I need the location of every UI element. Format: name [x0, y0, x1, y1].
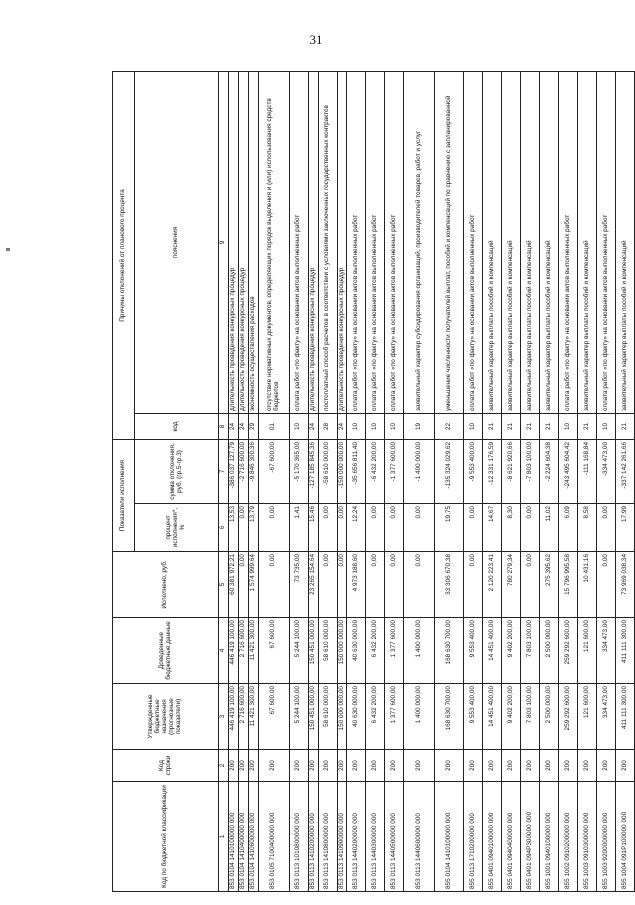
- table-row: [404, 71, 435, 891]
- cell-reason-code: 29: [248, 413, 258, 439]
- table-row: [228, 71, 238, 891]
- cell-executed: 73 735,00: [289, 552, 308, 618]
- table-row: [347, 71, 366, 891]
- table-row: [366, 71, 385, 891]
- cell-approved: 67 600,00: [258, 684, 289, 750]
- column-index: 6: [219, 504, 229, 552]
- cell-allocated: 446 419 100,00: [228, 618, 238, 684]
- cell-percent: 0,00: [385, 504, 404, 552]
- cell-reason-code: 24: [308, 413, 318, 439]
- cell-percent: 0,00: [337, 504, 347, 552]
- cell-classification-code: 855 0401 0940100000 000: [483, 782, 502, 892]
- cell-allocated: 9 553 400,00: [464, 618, 483, 684]
- cell-classification-code: 853 0113 1410900000 000: [337, 782, 347, 892]
- cell-approved: 334 473,00: [597, 684, 616, 750]
- column-index: 9: [219, 71, 229, 413]
- cell-classification-code: 853 0104 1410400000 000: [238, 782, 248, 892]
- cell-percent: 15,46: [308, 504, 318, 552]
- header-reason-code: код: [135, 413, 219, 439]
- cell-classification-code: 855 1003 0910300000 000: [578, 782, 597, 892]
- cell-executed: 0,00: [366, 552, 385, 618]
- header-percent: процент исполнения*, %: [135, 504, 219, 552]
- cell-approved: 2 716 600,00: [238, 684, 248, 750]
- cell-reason-text: оплата работ «по факту» на основании актов выполненных работ: [366, 71, 385, 413]
- cell-classification-code: 855 1003 9200000000 000: [597, 782, 616, 892]
- table-row: [258, 71, 289, 891]
- cell-reason-text: оплата работ «по факту» на основании актов выполненных работ: [559, 71, 578, 413]
- cell-executed: 0,00: [238, 552, 248, 618]
- cell-percent: 13,53: [228, 504, 238, 552]
- cell-line-code: 200: [464, 750, 483, 782]
- table-row: [308, 71, 318, 891]
- cell-approved: 14 451 400,00: [483, 684, 502, 750]
- cell-classification-code: 853 0113 1440500000 000: [385, 782, 404, 892]
- cell-executed: 60 381 972,21: [228, 552, 238, 618]
- cell-executed: 2 120 223,41: [483, 552, 502, 618]
- cell-line-code: 200: [597, 750, 616, 782]
- cell-deviation: -7 803 100,00: [521, 439, 540, 503]
- cell-classification-code: 855 0113 1710200000 000: [464, 782, 483, 892]
- cell-executed: 0,00: [597, 552, 616, 618]
- cell-line-code: 200: [318, 750, 337, 782]
- column-index: 3: [219, 684, 229, 750]
- cell-deviation: -5 170 365,00: [289, 439, 308, 503]
- cell-reason-code: 10: [289, 413, 308, 439]
- cell-allocated: 67 600,00: [258, 618, 289, 684]
- cell-percent: 12,24: [347, 504, 366, 552]
- cell-reason-code: 24: [238, 413, 248, 439]
- table-row: [540, 71, 559, 891]
- cell-classification-code: 853 0104 1410600000 000: [248, 782, 258, 892]
- cell-approved: 446 419 100,00: [228, 684, 238, 750]
- cell-reason-text: экономность осуществления расходов: [248, 71, 258, 413]
- cell-allocated: 121 600,00: [578, 618, 597, 684]
- cell-reason-text: длительность проведения конкурсных процедур: [308, 71, 318, 413]
- column-index: 4: [219, 618, 229, 684]
- table-row: [597, 71, 616, 891]
- cell-reason-text: заявительный характер выплаты пособий и компенсаций: [616, 71, 635, 413]
- header-deviation: сумма отклонения, руб. (гр.5-гр.3): [135, 439, 219, 503]
- column-index: 2: [219, 750, 229, 782]
- cell-classification-code: 853 0113 1410200000 000: [308, 782, 318, 892]
- cell-reason-code: 10: [559, 413, 578, 439]
- table-row: [616, 71, 635, 891]
- cell-percent: 13,79: [248, 504, 258, 552]
- cell-executed: 1 574 999,64: [248, 552, 258, 618]
- cell-reason-code: 21: [616, 413, 635, 439]
- cell-line-code: 200: [347, 750, 366, 782]
- cell-deviation: -2 224 604,38: [540, 439, 559, 503]
- column-index: 7: [219, 439, 229, 503]
- cell-reason-code: 10: [464, 413, 483, 439]
- cell-deviation: -111 168,84: [578, 439, 597, 503]
- cell-approved: 150 000 000,00: [337, 684, 347, 750]
- table-row: [289, 71, 308, 891]
- cell-line-code: 200: [404, 750, 435, 782]
- cell-allocated: 259 292 600,00: [559, 618, 578, 684]
- header-indicators-group: Показатели исполнения: [113, 439, 135, 551]
- cell-line-code: 200: [248, 750, 258, 782]
- header-line-code: Код строки: [113, 750, 219, 782]
- cell-reason-text: оплата работ «по факту» на основании актов выполненных работ: [385, 71, 404, 413]
- table-row: [502, 71, 521, 891]
- cell-classification-code: 855 0401 0940400000 000: [502, 782, 521, 892]
- budget-execution-table: [112, 71, 635, 892]
- cell-deviation: -150 000 000,00: [337, 439, 347, 503]
- column-index: 1: [219, 782, 229, 892]
- cell-deviation: -6 432 200,00: [366, 439, 385, 503]
- cell-reason-text: заявительный характер выплаты пособий и компенсаций: [521, 71, 540, 413]
- cell-percent: 8,58: [578, 504, 597, 552]
- cell-deviation: -9 846 300,36: [248, 439, 258, 503]
- table-row: [385, 71, 404, 891]
- cell-line-code: 200: [521, 750, 540, 782]
- header-allocated: Доведенные бюджетные данные: [113, 618, 219, 684]
- cell-allocated: 11 421 300,00: [248, 618, 258, 684]
- cell-reason-text: оплата работ «по факту» на основании актов выполненных работ: [597, 71, 616, 413]
- cell-reason-text: заявительный характер выплаты пособий и компенсаций: [502, 71, 521, 413]
- cell-deviation: -135 324 029,62: [435, 439, 464, 503]
- cell-reason-code: 21: [502, 413, 521, 439]
- cell-approved: 11 421 300,00: [248, 684, 258, 750]
- cell-approved: 5 244 100,00: [289, 684, 308, 750]
- cell-reason-code: 21: [483, 413, 502, 439]
- cell-allocated: 1 400 000,00: [404, 618, 435, 684]
- cell-allocated: 2 716 600,00: [238, 618, 248, 684]
- cell-classification-code: 855 1002 0910200000 000: [559, 782, 578, 892]
- cell-percent: 14,67: [483, 504, 502, 552]
- cell-percent: 17,99: [616, 504, 635, 552]
- table-row: [559, 71, 578, 891]
- cell-line-code: 200: [616, 750, 635, 782]
- cell-percent: 0,00: [366, 504, 385, 552]
- cell-classification-code: 853 0105 7100400000 000: [258, 782, 289, 892]
- cell-deviation: -35 656 811,40: [347, 439, 366, 503]
- cell-classification-code: 855 0401 094P300000 000: [521, 782, 540, 892]
- cell-reason-code: 01: [258, 413, 289, 439]
- cell-reason-code: 24: [337, 413, 347, 439]
- cell-executed: 0,00: [258, 552, 289, 618]
- cell-classification-code: 855 0104 1410100000 000: [435, 782, 464, 892]
- cell-classification-code: 853 0113 1410800000 000: [318, 782, 337, 892]
- cell-approved: 40 630 000,00: [347, 684, 366, 750]
- table-row: [464, 71, 483, 891]
- cell-approved: 121 600,00: [578, 684, 597, 750]
- cell-deviation: -8 621 920,66: [502, 439, 521, 503]
- cell-line-code: 200: [289, 750, 308, 782]
- cell-percent: 0,00: [258, 504, 289, 552]
- cell-executed: 33 306 670,38: [435, 552, 464, 618]
- column-index: 5: [219, 552, 229, 618]
- cell-approved: 58 610 000,00: [318, 684, 337, 750]
- cell-reason-code: 21: [578, 413, 597, 439]
- cell-percent: 0,00: [597, 504, 616, 552]
- cell-approved: 259 292 600,00: [559, 684, 578, 750]
- cell-reason-code: 10: [385, 413, 404, 439]
- cell-classification-code: 853 0113 1440300000 000: [366, 782, 385, 892]
- cell-deviation: -243 495 604,42: [559, 439, 578, 503]
- cell-deviation: -337 142 261,66: [616, 439, 635, 503]
- cell-reason-code: 21: [521, 413, 540, 439]
- cell-percent: 0,00: [404, 504, 435, 552]
- cell-line-code: 200: [337, 750, 347, 782]
- cell-allocated: 40 630 000,00: [347, 618, 366, 684]
- cell-classification-code: 855 1004 091P100000 000: [616, 782, 635, 892]
- header-reasons-group: Причины отклонений от планового процента: [113, 71, 135, 439]
- cell-reason-code: 24: [228, 413, 238, 439]
- cell-approved: 7 803 100,00: [521, 684, 540, 750]
- header-approved: Утвержденные бюджетные назначения (прогнозные показатели): [113, 684, 219, 750]
- cell-line-code: 200: [385, 750, 404, 782]
- cell-reason-text: длительность проведения конкурсных процедур: [238, 71, 248, 413]
- cell-executed: 15 796 995,58: [559, 552, 578, 618]
- cell-line-code: 200: [435, 750, 464, 782]
- header-row-top: [113, 71, 135, 891]
- cell-deviation: -9 553 400,00: [464, 439, 483, 503]
- cell-reason-text: заявительный характер субсидирования организаций, производителей товаров, работ и услуг: [404, 71, 435, 413]
- table-container: [112, 72, 628, 892]
- cell-line-code: 200: [502, 750, 521, 782]
- table-row: [435, 71, 464, 891]
- cell-deviation: -58 610 000,00: [318, 439, 337, 503]
- cell-reason-code: 10: [366, 413, 385, 439]
- cell-line-code: 200: [483, 750, 502, 782]
- cell-percent: 8,30: [502, 504, 521, 552]
- cell-deviation: -12 331 176,59: [483, 439, 502, 503]
- cell-reason-text: оплата работ «по факту» на основании актов выполненных работ: [289, 71, 308, 413]
- cell-approved: 1 400 000,00: [404, 684, 435, 750]
- cell-reason-text: постоплатный способ расчетов в соответствии с условиями заключенных государственных контрактов: [318, 71, 337, 413]
- cell-approved: 1 377 600,00: [385, 684, 404, 750]
- table-row: [318, 71, 337, 891]
- cell-classification-code: 853 0113 1010800000 000: [289, 782, 308, 892]
- cell-allocated: 9 402 200,00: [502, 618, 521, 684]
- cell-classification-code: 853 0113 1440600000 000: [404, 782, 435, 892]
- cell-executed: 0,00: [464, 552, 483, 618]
- cell-line-code: 200: [540, 750, 559, 782]
- cell-reason-text: уменьшение численности получателей выплат, пособий и компенсаций по сравнению с запланированной: [435, 71, 464, 413]
- cell-deviation: -1 400 000,00: [404, 439, 435, 503]
- cell-executed: 275 395,62: [540, 552, 559, 618]
- cell-reason-text: оплата работ «по факту» на основании актов выполненных работ: [464, 71, 483, 413]
- rotated-table: [112, 72, 628, 892]
- cell-executed: 73 969 038,34: [616, 552, 635, 618]
- cell-allocated: 14 451 400,00: [483, 618, 502, 684]
- table-body: [228, 71, 635, 891]
- cell-percent: 0,00: [521, 504, 540, 552]
- cell-deviation: -386 037 127,79: [228, 439, 238, 503]
- page-number: 31: [309, 32, 323, 47]
- cell-reason-text: заявительный характер выплаты пособий и компенсаций: [540, 71, 559, 413]
- table-row: [248, 71, 258, 891]
- cell-executed: 0,00: [404, 552, 435, 618]
- table-row: [521, 71, 540, 891]
- cell-approved: 9 402 200,00: [502, 684, 521, 750]
- cell-percent: 6,09: [559, 504, 578, 552]
- cell-reason-code: 28: [318, 413, 337, 439]
- cell-line-code: 200: [238, 750, 248, 782]
- cell-reason-text: длительность проведения конкурсных процедур: [337, 71, 347, 413]
- cell-classification-code: 853 0104 1410100000 000: [228, 782, 238, 892]
- cell-reason-code: 19: [404, 413, 435, 439]
- cell-reason-text: оплата работ «по факту» на основании актов выполненных работ: [347, 71, 366, 413]
- cell-approved: 6 432 200,00: [366, 684, 385, 750]
- cell-reason-code: 22: [435, 413, 464, 439]
- cell-deviation: -127 185 845,36: [308, 439, 318, 503]
- cell-approved: 168 630 700,00: [435, 684, 464, 750]
- header-classification: Код по бюджетной классификации: [113, 782, 219, 892]
- cell-executed: 0,00: [318, 552, 337, 618]
- cell-percent: 0,00: [464, 504, 483, 552]
- cell-allocated: 150 000 000,00: [337, 618, 347, 684]
- cell-executed: 4 973 188,60: [347, 552, 366, 618]
- table-row: [483, 71, 502, 891]
- cell-approved: 9 553 400,00: [464, 684, 483, 750]
- cell-approved: 150 451 000,00: [308, 684, 318, 750]
- cell-percent: 11,02: [540, 504, 559, 552]
- cell-executed: 0,00: [521, 552, 540, 618]
- cell-allocated: 150 451 000,00: [308, 618, 318, 684]
- cell-deviation: -334 473,00: [597, 439, 616, 503]
- cell-allocated: 58 610 000,00: [318, 618, 337, 684]
- cell-reason-code: 10: [347, 413, 366, 439]
- cell-percent: 1,41: [289, 504, 308, 552]
- cell-allocated: 1 377 600,00: [385, 618, 404, 684]
- cell-line-code: 200: [366, 750, 385, 782]
- cell-deviation: -67 600,00: [258, 439, 289, 503]
- cell-allocated: 6 432 200,00: [366, 618, 385, 684]
- cell-percent: 0,00: [238, 504, 248, 552]
- cell-deviation: -1 377 600,00: [385, 439, 404, 503]
- cell-percent: 19,75: [435, 504, 464, 552]
- cell-reason-code: 21: [540, 413, 559, 439]
- cell-reason-text: заявительный характер выплаты пособий и компенсаций: [483, 71, 502, 413]
- cell-approved: 411 111 300,00: [616, 684, 635, 750]
- cell-percent: 0,00: [318, 504, 337, 552]
- cell-executed: 23 265 154,64: [308, 552, 318, 618]
- cell-reason-text: длительность проведения конкурсных процедур: [228, 71, 238, 413]
- cell-deviation: -2 716 600,00: [238, 439, 248, 503]
- cell-executed: 780 279,34: [502, 552, 521, 618]
- cell-allocated: 411 111 300,00: [616, 618, 635, 684]
- table-row: [238, 71, 248, 891]
- cell-line-code: 200: [559, 750, 578, 782]
- cell-allocated: 5 244 100,00: [289, 618, 308, 684]
- cell-classification-code: 855 1001 0940100000 000: [540, 782, 559, 892]
- cell-line-code: 200: [258, 750, 289, 782]
- table-row: [337, 71, 347, 891]
- cell-reason-code: 10: [597, 413, 616, 439]
- column-index: 8: [219, 413, 229, 439]
- table-row: [578, 71, 597, 891]
- cell-allocated: 168 630 700,00: [435, 618, 464, 684]
- cell-line-code: 200: [308, 750, 318, 782]
- cell-line-code: 200: [578, 750, 597, 782]
- cell-executed: 0,00: [337, 552, 347, 618]
- cell-allocated: 7 803 100,00: [521, 618, 540, 684]
- header-executed: Исполнено, руб.: [113, 552, 219, 618]
- cell-allocated: 334 473,00: [597, 618, 616, 684]
- cell-reason-text: отсутствие нормативных документов, определяющих порядок выделения и (или) использования средств бюджетов: [258, 71, 289, 413]
- cell-line-code: 200: [228, 750, 238, 782]
- cell-reason-text: заявительный характер выплаты пособий и компенсаций: [578, 71, 597, 413]
- header-column-index-row: [219, 71, 229, 891]
- cell-classification-code: 853 0113 1440200000 000: [347, 782, 366, 892]
- cell-executed: 0,00: [385, 552, 404, 618]
- cell-executed: 10 431,16: [578, 552, 597, 618]
- cell-approved: 2 500 000,00: [540, 684, 559, 750]
- scan-artifact: [6, 248, 10, 251]
- cell-allocated: 2 500 000,00: [540, 618, 559, 684]
- header-reason-text: пояснения: [135, 71, 219, 413]
